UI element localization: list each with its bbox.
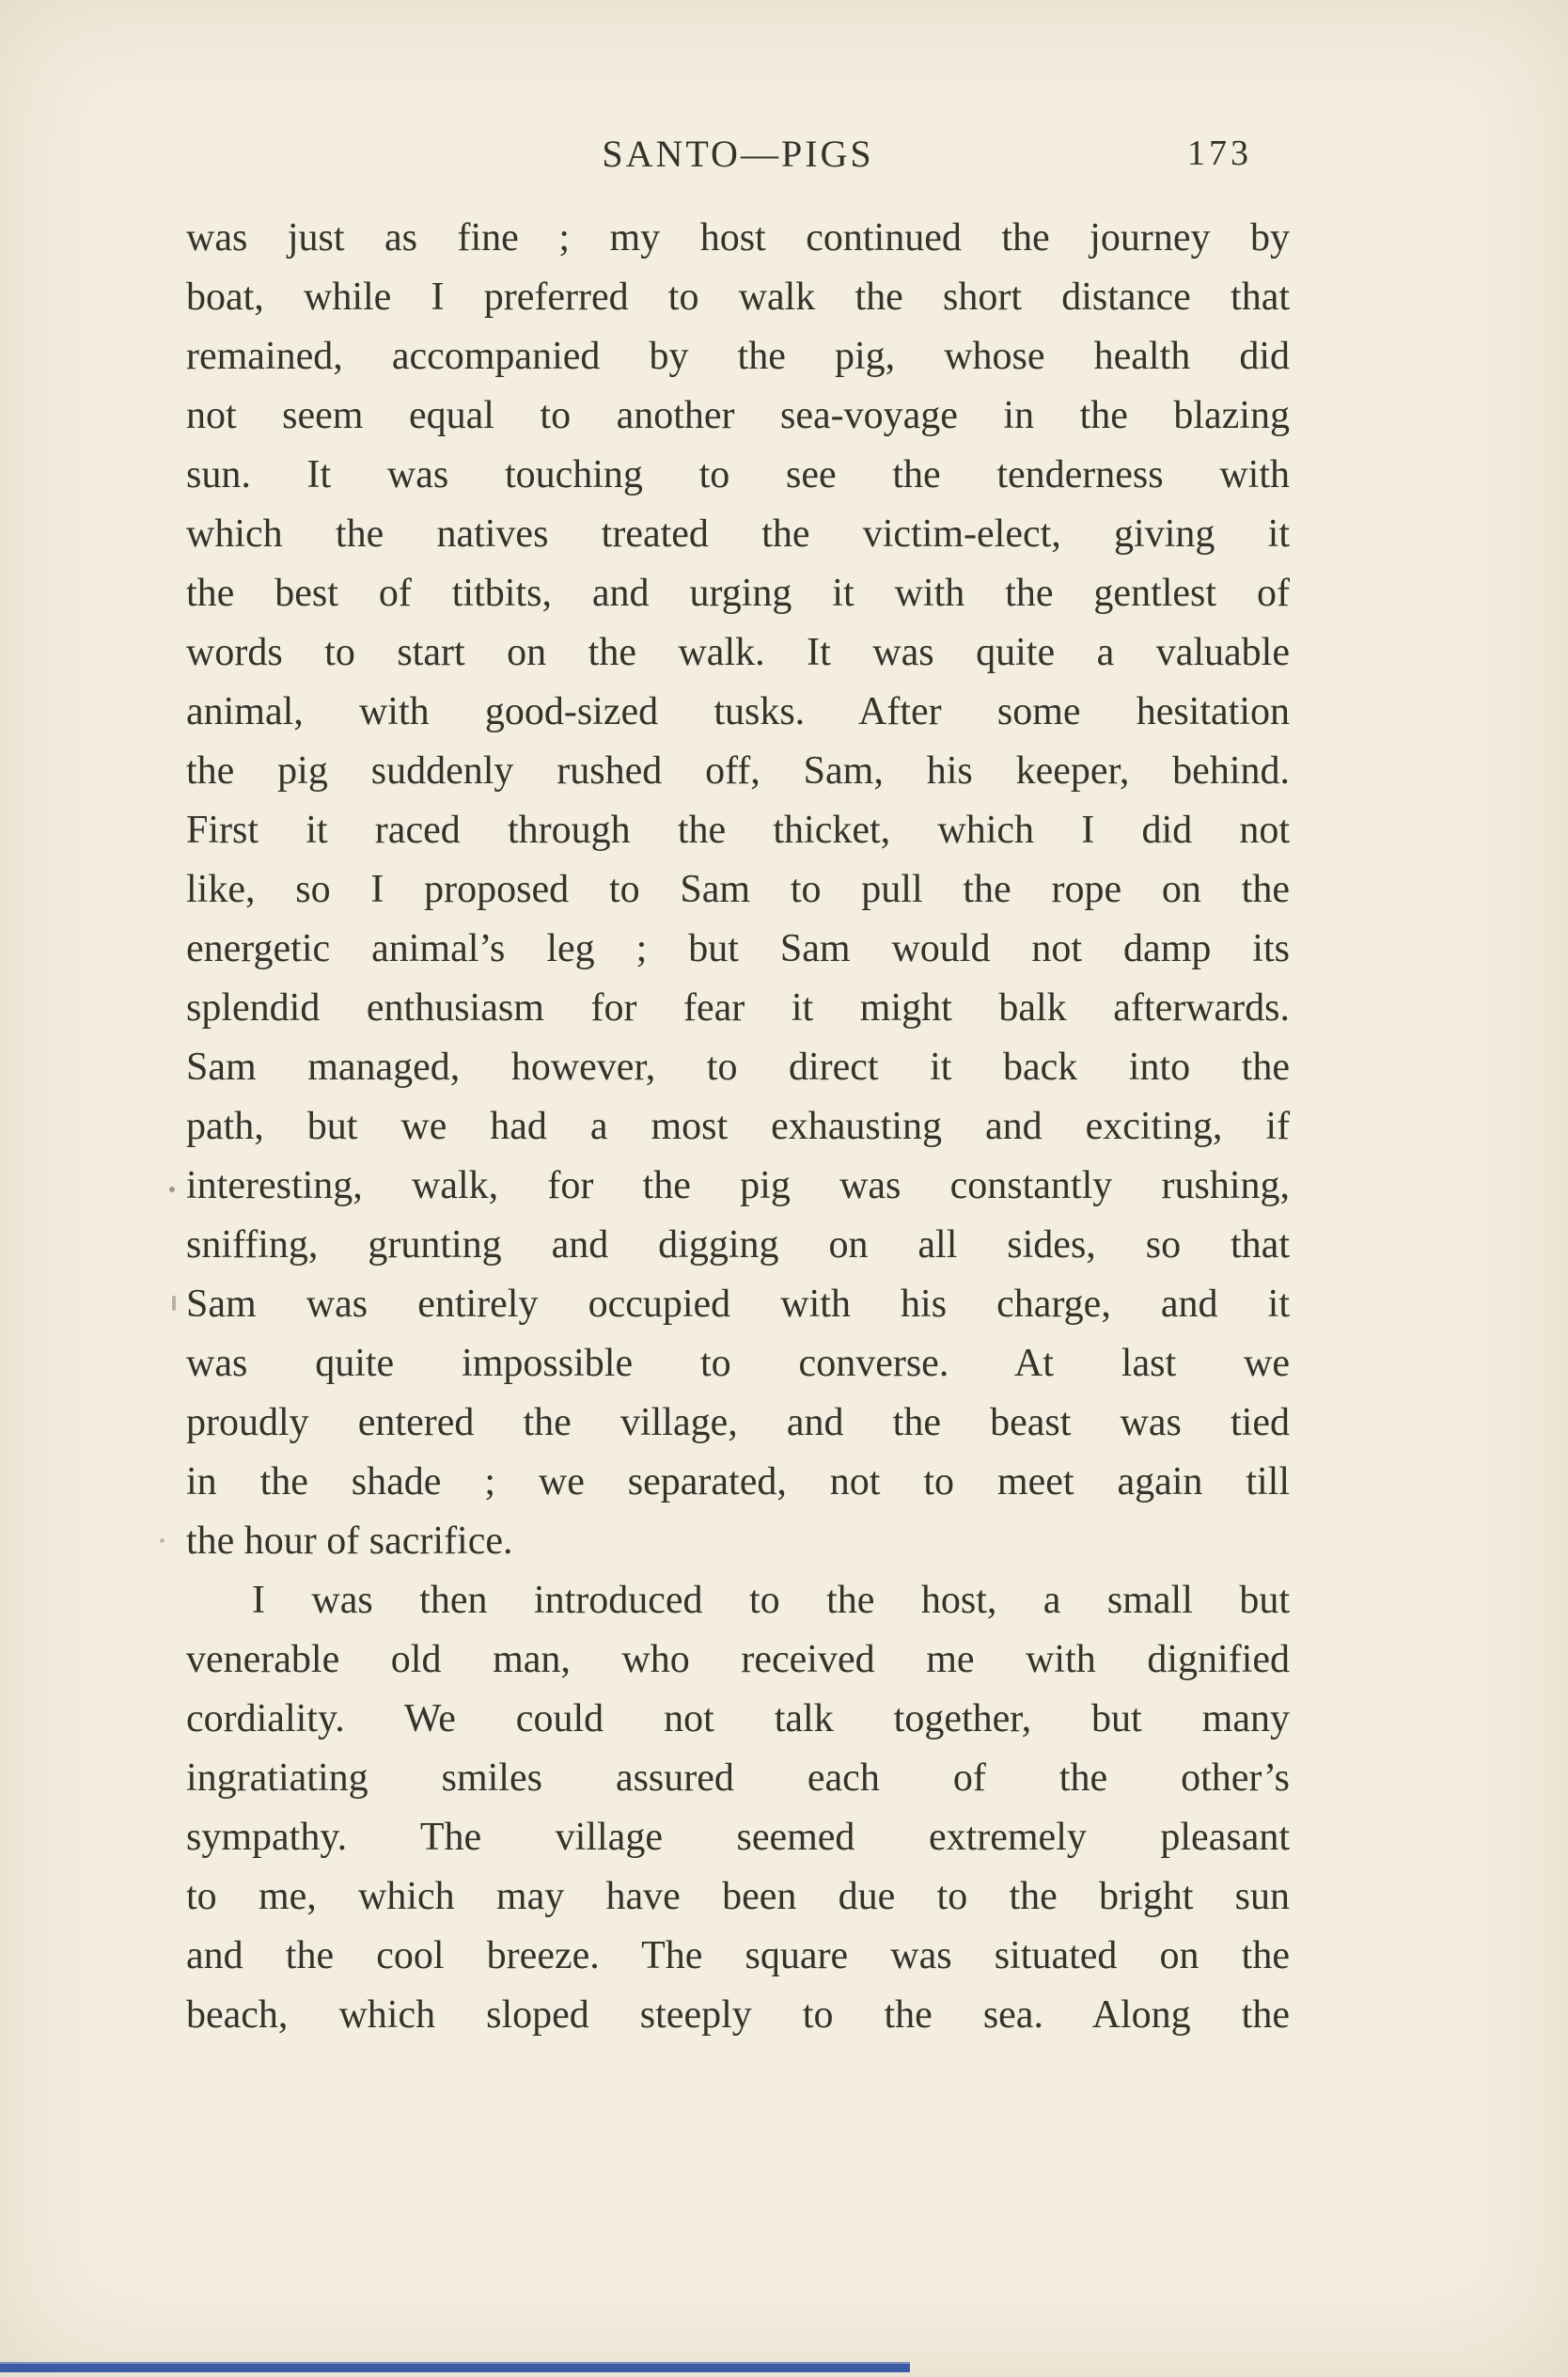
text-line: which the natives treated the victim-elect, giving it <box>186 512 1290 556</box>
text-line: Sam was entirely occupied with his charge, and it <box>186 1283 1290 1326</box>
paragraph-1 <box>186 209 1290 1571</box>
text-line: cordiality. We could not talk together, but many <box>186 1697 1290 1740</box>
text-line: ingratiating smiles assured each of the other’s <box>186 1756 1290 1800</box>
running-head-title: SANTO—PIGS <box>602 133 874 175</box>
text-line: the pig suddenly rushed off, Sam, his keeper, behind. <box>186 749 1290 793</box>
text-line: was quite impossible to converse. At last we <box>186 1342 1290 1385</box>
scan-speck <box>160 1538 165 1543</box>
scan-speck <box>169 1187 175 1192</box>
text-line: venerable old man, who received me with dignified <box>186 1638 1290 1681</box>
text-block <box>186 209 1290 2045</box>
text-line: was just as fine ; my host continued the journey by <box>186 216 1290 260</box>
text-line: boat, while I preferred to walk the short distance that <box>186 275 1290 319</box>
text-line: the best of titbits, and urging it with the gentlest of <box>186 572 1290 615</box>
text-line: to me, which may have been due to the bright sun <box>186 1875 1290 1918</box>
text-line: not seem equal to another sea-voyage in the blazing <box>186 394 1290 437</box>
text-line: remained, accompanied by the pig, whose health did <box>186 335 1290 378</box>
text-line: sniffing, grunting and digging on all sides, so that <box>186 1223 1290 1267</box>
text-line: in the shade ; we separated, not to meet again till <box>186 1460 1290 1503</box>
text-line: sun. It was touching to see the tenderness with <box>186 453 1290 496</box>
text-line: proudly entered the village, and the beast was tied <box>186 1401 1290 1444</box>
text-line: energetic animal’s leg ; but Sam would not damp its <box>186 927 1290 970</box>
scan-speck <box>172 1296 176 1311</box>
text-line: the hour of sacrifice. <box>186 1519 513 1563</box>
page-number: 173 <box>1187 134 1252 173</box>
page-header <box>186 132 1290 192</box>
text-line: path, but we had a most exhausting and exciting, if <box>186 1105 1290 1148</box>
text-line: splendid enthusiasm for fear it might balk afterwards. <box>186 986 1290 1030</box>
paragraph-2 <box>186 1571 1290 2045</box>
text-line: Sam managed, however, to direct it back into the <box>186 1046 1290 1089</box>
scan-edge-artifact <box>0 2362 910 2372</box>
text-line: words to start on the walk. It was quite a valuable <box>186 631 1290 674</box>
text-line: animal, with good-sized tusks. After some hesitation <box>186 690 1290 733</box>
text-line: I was then introduced to the host, a small but <box>252 1579 1290 1622</box>
text-line: interesting, walk, for the pig was constantly rushing, <box>186 1164 1290 1207</box>
text-line: like, so I proposed to Sam to pull the rope on the <box>186 868 1290 911</box>
text-line: sympathy. The village seemed extremely pleasant <box>186 1816 1290 1859</box>
text-line: beach, which sloped steeply to the sea. Along the <box>186 1993 1290 2037</box>
text-line: First it raced through the thicket, which I did not <box>186 809 1290 852</box>
text-line: and the cool breeze. The square was situated on the <box>186 1934 1290 1977</box>
